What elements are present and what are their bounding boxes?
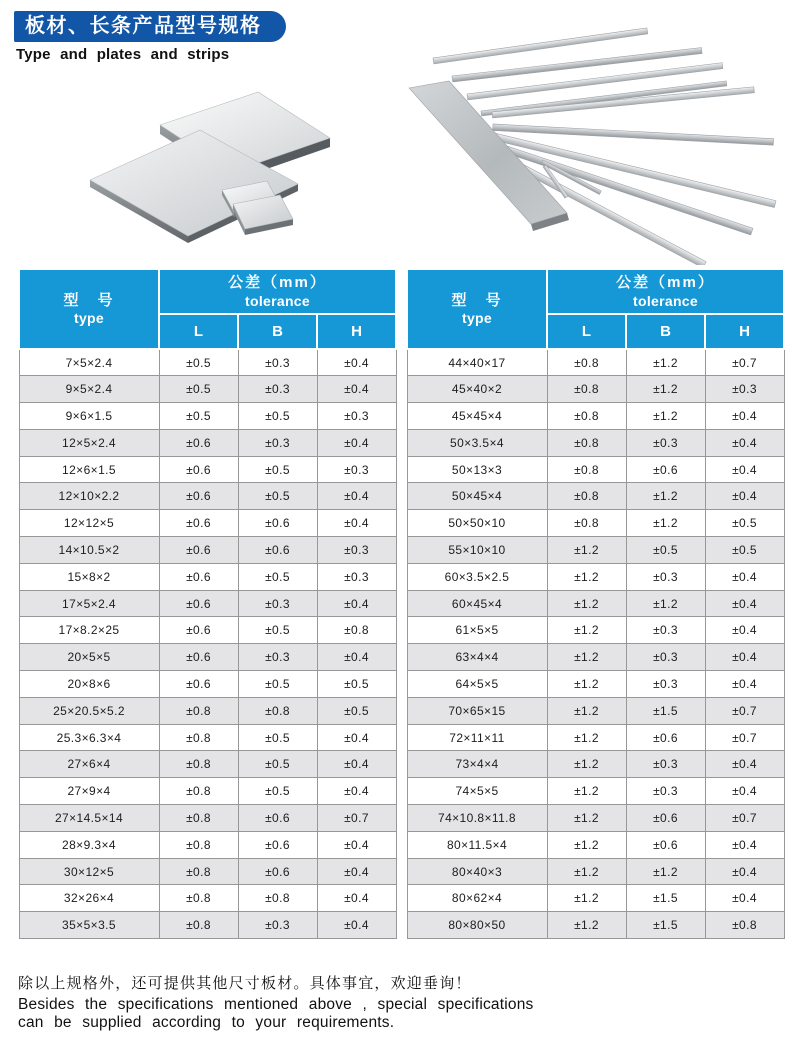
tolerance-cell: ±0.4 (705, 858, 784, 885)
tolerance-cell: ±0.6 (238, 510, 317, 537)
table-row (19, 751, 396, 778)
tolerance-cell: ±0.6 (238, 858, 317, 885)
table-row (407, 429, 784, 456)
table-row (19, 697, 396, 724)
type-cell: 45×45×4 (407, 403, 547, 430)
table-row (407, 858, 784, 885)
tolerance-cell: ±0.3 (317, 537, 396, 564)
table-row (407, 483, 784, 510)
type-cell: 50×13×3 (407, 456, 547, 483)
tolerance-cell: ±1.2 (547, 805, 626, 832)
tolerance-cell: ±0.4 (705, 617, 784, 644)
tolerance-cell: ±0.4 (317, 751, 396, 778)
tolerance-cell: ±1.2 (547, 912, 626, 939)
type-cell: 7×5×2.4 (19, 349, 159, 376)
table-row (407, 671, 784, 698)
tolerance-cell: ±1.2 (626, 858, 705, 885)
tolerance-cell: ±0.4 (317, 885, 396, 912)
tolerance-cell: ±0.3 (317, 456, 396, 483)
table-row (19, 456, 396, 483)
type-cell: 30×12×5 (19, 858, 159, 885)
table-row (407, 751, 784, 778)
tolerance-cell: ±0.6 (238, 831, 317, 858)
table-row (407, 349, 784, 376)
tolerance-cell: ±0.7 (705, 697, 784, 724)
tolerance-cell: ±0.4 (317, 778, 396, 805)
tolerance-cell: ±0.5 (317, 697, 396, 724)
tolerance-cell: ±1.2 (626, 349, 705, 376)
tolerance-cell: ±0.8 (159, 858, 238, 885)
tolerance-cell: ±0.5 (238, 778, 317, 805)
tolerance-cell: ±0.4 (705, 456, 784, 483)
tolerance-cell: ±0.4 (705, 885, 784, 912)
table-row (19, 537, 396, 564)
tolerance-cell: ±0.4 (705, 778, 784, 805)
tolerance-cell: ±1.2 (626, 590, 705, 617)
tolerance-cell: ±0.8 (547, 376, 626, 403)
type-cell: 25.3×6.3×4 (19, 724, 159, 751)
tolerance-cell: ±1.2 (547, 590, 626, 617)
tolerance-cell: ±0.4 (705, 590, 784, 617)
tolerance-cell: ±0.4 (317, 429, 396, 456)
type-cell: 72×11×11 (407, 724, 547, 751)
type-cell: 12×6×1.5 (19, 456, 159, 483)
tolerance-cell: ±0.7 (317, 805, 396, 832)
table-row (19, 885, 396, 912)
col-header-L: L (547, 314, 626, 349)
tolerance-cell: ±1.2 (547, 671, 626, 698)
tolerance-cell: ±0.6 (159, 483, 238, 510)
type-cell: 27×9×4 (19, 778, 159, 805)
tolerance-cell: ±0.6 (159, 510, 238, 537)
tolerance-cell: ±1.2 (547, 858, 626, 885)
type-cell: 25×20.5×5.2 (19, 697, 159, 724)
table-row (407, 510, 784, 537)
tolerance-cell: ±0.7 (705, 724, 784, 751)
tolerance-cell: ±1.2 (626, 403, 705, 430)
tolerance-cell: ±0.3 (626, 778, 705, 805)
tolerance-cell: ±0.8 (238, 885, 317, 912)
type-cell: 27×6×4 (19, 751, 159, 778)
tolerance-cell: ±0.5 (238, 751, 317, 778)
tolerance-cell: ±0.6 (159, 537, 238, 564)
type-cell: 80×11.5×4 (407, 831, 547, 858)
type-cell: 32×26×4 (19, 885, 159, 912)
product-illustrations (0, 0, 800, 265)
tolerance-cell: ±0.3 (317, 403, 396, 430)
table-row (407, 403, 784, 430)
tolerance-cell: ±0.3 (626, 751, 705, 778)
tolerance-cell: ±1.2 (547, 563, 626, 590)
table-row (19, 590, 396, 617)
table-row (407, 885, 784, 912)
tolerance-cell: ±0.4 (317, 590, 396, 617)
tolerance-cell: ±1.2 (626, 483, 705, 510)
tolerance-cell: ±0.5 (238, 563, 317, 590)
type-cell: 80×62×4 (407, 885, 547, 912)
table-row (19, 617, 396, 644)
tolerance-cell: ±0.4 (317, 376, 396, 403)
tolerance-cell: ±0.8 (159, 751, 238, 778)
tolerance-cell: ±0.8 (547, 429, 626, 456)
tolerance-cell: ±0.6 (159, 456, 238, 483)
tolerance-cell: ±1.2 (547, 751, 626, 778)
type-cell: 55×10×10 (407, 537, 547, 564)
tolerance-cell: ±0.6 (238, 805, 317, 832)
tolerance-cell: ±0.4 (317, 724, 396, 751)
type-cell: 61×5×5 (407, 617, 547, 644)
table-row (19, 349, 396, 376)
tolerance-cell: ±0.8 (547, 510, 626, 537)
table-row (19, 724, 396, 751)
footer-note-zh: 除以上规格外，还可提供其他尺寸板材。具体事宜，欢迎垂询！ (18, 975, 472, 992)
tolerance-cell: ±0.8 (547, 349, 626, 376)
type-cell: 12×12×5 (19, 510, 159, 537)
tolerance-cell: ±0.4 (317, 483, 396, 510)
tolerance-cell: ±0.4 (317, 831, 396, 858)
tolerance-cell: ±0.6 (626, 831, 705, 858)
col-header-L: L (159, 314, 238, 349)
type-cell: 64×5×5 (407, 671, 547, 698)
tolerance-cell: ±1.2 (547, 885, 626, 912)
tolerance-cell: ±0.6 (159, 429, 238, 456)
tolerance-cell: ±0.4 (705, 644, 784, 671)
table-row (407, 376, 784, 403)
tolerance-cell: ±0.3 (626, 671, 705, 698)
type-cell: 20×8×6 (19, 671, 159, 698)
table-row (407, 563, 784, 590)
col-header-H: H (705, 314, 784, 349)
tolerance-cell: ±0.3 (238, 429, 317, 456)
tolerance-cell: ±0.3 (317, 563, 396, 590)
tolerance-cell: ±0.6 (159, 590, 238, 617)
type-cell: 45×40×2 (407, 376, 547, 403)
tolerance-cell: ±0.4 (705, 751, 784, 778)
type-cell: 35×5×3.5 (19, 912, 159, 939)
tolerance-cell: ±0.5 (159, 349, 238, 376)
table-row (19, 376, 396, 403)
tolerance-column-header: 公差（mm） tolerance (159, 269, 396, 314)
tolerance-cell: ±0.6 (159, 563, 238, 590)
tolerance-cell: ±0.8 (317, 617, 396, 644)
table-row (407, 456, 784, 483)
tolerance-cell: ±0.8 (547, 483, 626, 510)
type-cell: 17×5×2.4 (19, 590, 159, 617)
tolerance-cell: ±0.4 (317, 510, 396, 537)
type-cell: 50×45×4 (407, 483, 547, 510)
tolerance-cell: ±1.2 (547, 697, 626, 724)
tolerance-cell: ±0.8 (159, 885, 238, 912)
col-header-B: B (626, 314, 705, 349)
tolerance-cell: ±1.2 (547, 778, 626, 805)
tolerance-cell: ±0.3 (705, 376, 784, 403)
tolerance-cell: ±0.6 (159, 617, 238, 644)
tolerance-cell: ±0.8 (159, 912, 238, 939)
footer-note-en-2: can be supplied according to your requirements. (18, 1013, 395, 1031)
table-row (19, 483, 396, 510)
tolerance-cell: ±0.4 (705, 403, 784, 430)
tolerance-cell: ±1.2 (626, 510, 705, 537)
type-column-header: 型 号 type (407, 269, 547, 349)
tolerance-cell: ±0.7 (705, 805, 784, 832)
table-row (19, 858, 396, 885)
type-cell: 17×8.2×25 (19, 617, 159, 644)
table-row (19, 671, 396, 698)
tolerance-cell: ±0.4 (705, 671, 784, 698)
tolerance-cell: ±0.6 (626, 724, 705, 751)
tolerance-cell: ±0.4 (705, 483, 784, 510)
tolerance-cell: ±0.5 (705, 537, 784, 564)
tolerance-cell: ±0.8 (159, 778, 238, 805)
type-cell: 12×10×2.2 (19, 483, 159, 510)
metal-strips-illustration (409, 28, 776, 265)
tolerance-cell: ±0.4 (317, 349, 396, 376)
table-row (19, 563, 396, 590)
table-row (19, 778, 396, 805)
tolerance-cell: ±0.3 (238, 644, 317, 671)
tolerance-cell: ±0.8 (238, 697, 317, 724)
footer-note-en-1: Besides the specifications mentioned above , special specifications (18, 996, 534, 1013)
tolerance-cell: ±0.8 (705, 912, 784, 939)
tolerance-cell: ±0.8 (159, 805, 238, 832)
tolerance-cell: ±0.8 (159, 697, 238, 724)
tolerance-cell: ±0.5 (238, 671, 317, 698)
spec-table-left (18, 268, 397, 939)
tolerance-column-header: 公差（mm） tolerance (547, 269, 784, 314)
metal-plates-illustration (90, 92, 330, 243)
tolerance-cell: ±1.5 (626, 697, 705, 724)
tolerance-cell: ±0.3 (238, 912, 317, 939)
tolerance-cell: ±0.6 (238, 537, 317, 564)
type-cell: 74×10.8×11.8 (407, 805, 547, 832)
tolerance-cell: ±0.3 (626, 644, 705, 671)
type-cell: 27×14.5×14 (19, 805, 159, 832)
tolerance-cell: ±1.2 (626, 376, 705, 403)
type-cell: 70×65×15 (407, 697, 547, 724)
table-row (407, 537, 784, 564)
tolerance-cell: ±0.3 (626, 617, 705, 644)
tolerance-cell: ±0.3 (238, 590, 317, 617)
tolerance-cell: ±0.4 (317, 858, 396, 885)
tolerance-cell: ±1.2 (547, 644, 626, 671)
tolerance-cell: ±0.3 (238, 376, 317, 403)
tolerance-cell: ±0.6 (159, 671, 238, 698)
type-cell: 12×5×2.4 (19, 429, 159, 456)
type-cell: 20×5×5 (19, 644, 159, 671)
type-cell: 63×4×4 (407, 644, 547, 671)
table-row (407, 912, 784, 939)
tolerance-cell: ±1.2 (547, 831, 626, 858)
table-row (19, 831, 396, 858)
tolerance-cell: ±0.8 (547, 456, 626, 483)
tolerance-cell: ±0.5 (238, 724, 317, 751)
tolerance-cell: ±0.6 (626, 805, 705, 832)
type-cell: 80×80×50 (407, 912, 547, 939)
tolerance-cell: ±0.8 (547, 403, 626, 430)
tolerance-cell: ±0.8 (159, 831, 238, 858)
table-row (407, 778, 784, 805)
tolerance-cell: ±0.5 (238, 403, 317, 430)
page-subtitle: Type and plates and strips (16, 46, 230, 63)
footer-note (18, 972, 784, 1032)
col-header-H: H (317, 314, 396, 349)
page-title: 板材、长条产品型号规格 (25, 15, 262, 37)
spec-tables (18, 268, 782, 939)
tolerance-cell: ±0.4 (317, 912, 396, 939)
type-cell: 28×9.3×4 (19, 831, 159, 858)
tolerance-cell: ±0.5 (238, 483, 317, 510)
tolerance-cell: ±0.3 (626, 563, 705, 590)
table-row (407, 590, 784, 617)
tolerance-cell: ±0.5 (238, 456, 317, 483)
tolerance-cell: ±1.2 (547, 617, 626, 644)
type-cell: 60×45×4 (407, 590, 547, 617)
type-column-header: 型 号 type (19, 269, 159, 349)
tolerance-cell: ±0.5 (238, 617, 317, 644)
tolerance-cell: ±0.5 (626, 537, 705, 564)
table-row (407, 697, 784, 724)
tolerance-cell: ±0.8 (159, 724, 238, 751)
table-row (407, 617, 784, 644)
type-cell: 44×40×17 (407, 349, 547, 376)
table-row (19, 403, 396, 430)
type-cell: 9×6×1.5 (19, 403, 159, 430)
spec-table-right (406, 268, 785, 939)
table-row (19, 644, 396, 671)
tolerance-cell: ±0.3 (626, 429, 705, 456)
spec-table-right-body (407, 349, 784, 939)
tolerance-cell: ±1.2 (547, 537, 626, 564)
type-cell: 80×40×3 (407, 858, 547, 885)
type-cell: 73×4×4 (407, 751, 547, 778)
type-cell: 15×8×2 (19, 563, 159, 590)
table-row (19, 912, 396, 939)
table-row (407, 644, 784, 671)
tolerance-cell: ±0.5 (159, 376, 238, 403)
col-header-B: B (238, 314, 317, 349)
tolerance-cell: ±0.4 (705, 831, 784, 858)
type-cell: 9×5×2.4 (19, 376, 159, 403)
table-row (407, 805, 784, 832)
tolerance-cell: ±0.5 (317, 671, 396, 698)
table-row (407, 724, 784, 751)
type-cell: 14×10.5×2 (19, 537, 159, 564)
table-row (19, 805, 396, 832)
tolerance-cell: ±0.5 (705, 510, 784, 537)
tolerance-cell: ±0.4 (705, 429, 784, 456)
tolerance-cell: ±1.5 (626, 885, 705, 912)
tolerance-cell: ±0.7 (705, 349, 784, 376)
table-row (19, 510, 396, 537)
tolerance-cell: ±0.6 (159, 644, 238, 671)
tolerance-cell: ±1.5 (626, 912, 705, 939)
type-cell: 60×3.5×2.5 (407, 563, 547, 590)
type-cell: 74×5×5 (407, 778, 547, 805)
tolerance-cell: ±1.2 (547, 724, 626, 751)
type-cell: 50×50×10 (407, 510, 547, 537)
tolerance-cell: ±0.4 (317, 644, 396, 671)
type-cell: 50×3.5×4 (407, 429, 547, 456)
tolerance-cell: ±0.4 (705, 563, 784, 590)
table-row (407, 831, 784, 858)
spec-table-left-body (19, 349, 396, 939)
tolerance-cell: ±0.3 (238, 349, 317, 376)
tolerance-cell: ±0.6 (626, 456, 705, 483)
table-row (19, 429, 396, 456)
tolerance-cell: ±0.5 (159, 403, 238, 430)
